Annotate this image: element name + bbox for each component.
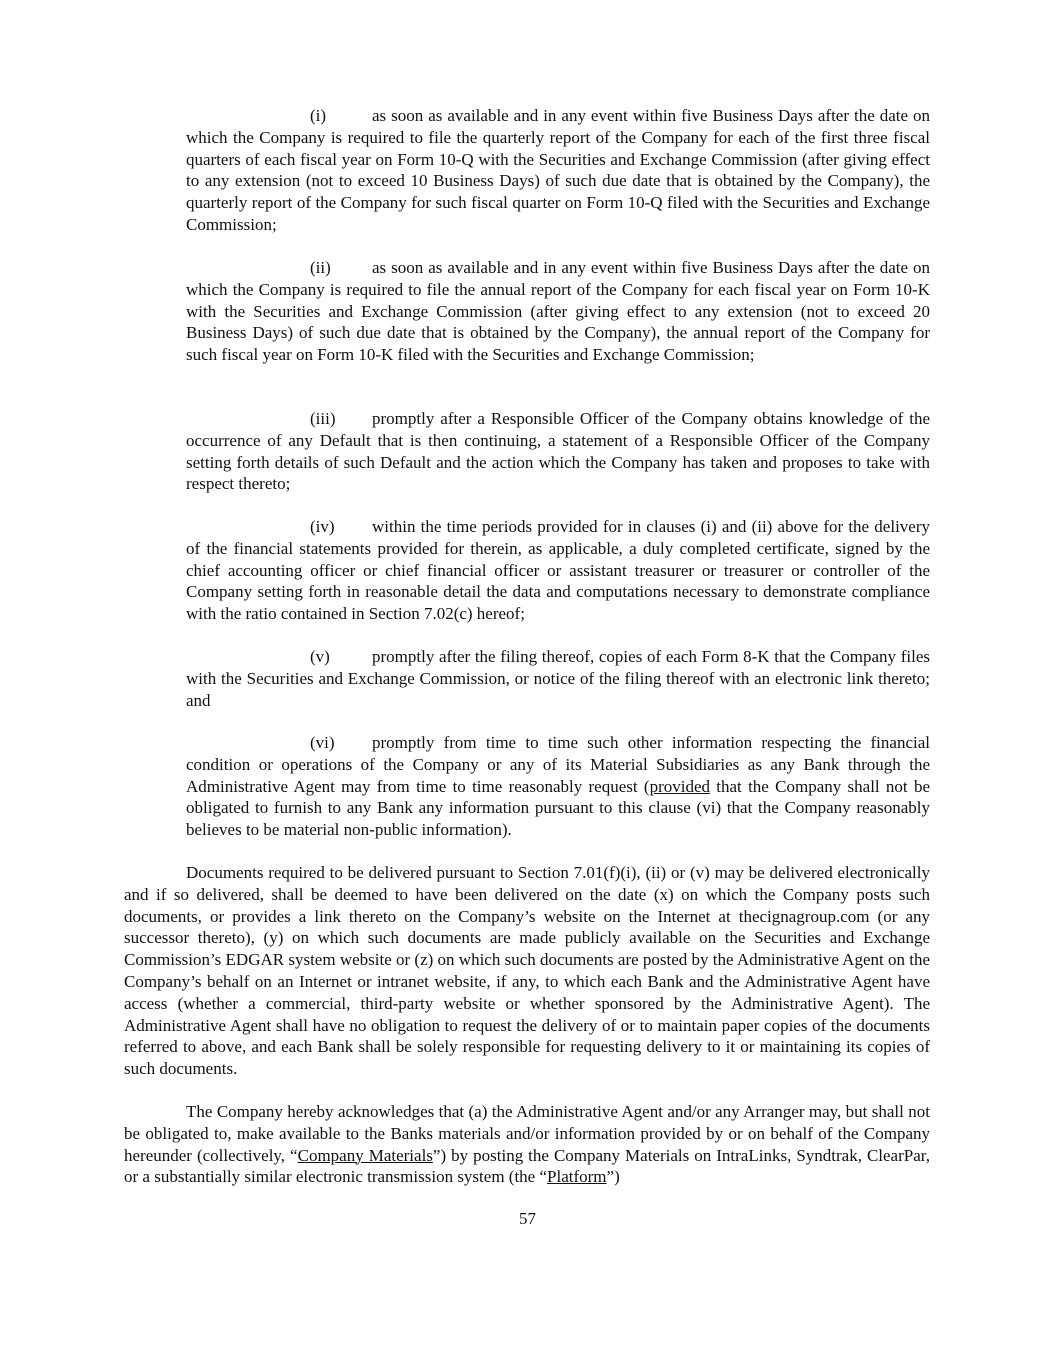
defined-term-company-materials: Company Materials bbox=[297, 1145, 433, 1165]
clause-i bbox=[186, 105, 930, 236]
clause-number: (iv) bbox=[310, 517, 335, 536]
defined-term-provided: provided bbox=[649, 776, 710, 796]
clause-number: (i) bbox=[310, 106, 327, 125]
clause-v bbox=[186, 646, 930, 711]
clause-text: promptly after a Responsible Officer of the Company obtains knowledge of the occurrence of any Default that is then continuing, a statement of a Responsible Officer of the Company setting forth details of such Default and the action which the Company has taken and proposes to take with respect thereto; bbox=[186, 409, 930, 494]
paragraph-company-materials bbox=[124, 1101, 930, 1188]
clause-number: (iii) bbox=[310, 409, 336, 428]
clause-ii bbox=[186, 257, 930, 366]
paragraph-electronic-delivery: Documents required to be delivered pursuant to Section 7.01(f)(i), (ii) or (v) may be delivered electronically and if so delivered, shall be deemed to have been delivered on the date (x) on which the Company posts such documents, or provides a link thereto on the Company’s website on the Internet at thecignagroup.com (or any successor thereto), (y) on which such documents are made publicly available on the Securities and Exchange Commission’s EDGAR system website or (z) on which such documents are posted by the Administrative Agent on the Company’s behalf on an Internet or intranet website, if any, to which each Bank and the Administrative Agent have access (whether a commercial, third-party website or whether sponsored by the Administrative Agent). The Administrative Agent shall have no obligation to request the delivery of or to maintain paper copies of the documents referred to above, and each Bank shall be solely responsible for requesting delivery to it or maintaining its copies of such documents. bbox=[124, 863, 930, 1079]
clause-text: as soon as available and in any event within five Business Days after the date on which the Company is required to file the quarterly report of the Company for each of the first three fiscal quarters of each fiscal year on Form 10-Q with the Securities and Exchange Commission (after giving effect to any extension (not to exceed 10 Business Days) of such due date that is obtained by the Company), the quarterly report of the Company for such fiscal quarter on Form 10-Q filed with the Securities and Exchange Commission; bbox=[186, 106, 930, 234]
clause-text: as soon as available and in any event within five Business Days after the date on which the Company is required to file the annual report of the Company for each fiscal year on Form 10-K with the Securities and Exchange Commission (after giving effect to any extension (not to exceed 20 Business Days) of such due date that is obtained by the Company), the annual report of the Company for such fiscal year on Form 10-K filed with the Securities and Exchange Commission; bbox=[186, 258, 930, 365]
clause-number: (vi) bbox=[310, 733, 335, 752]
clause-text: that the Company shall not be obligated to furnish to any Bank any information pursuant to this clause (vi) that the Company reasonably believes to be material non-public information). bbox=[186, 776, 930, 840]
clause-text: within the time periods provided for in clauses (i) and (ii) above for the delivery of the financial statements provided for therein, as applicable, a duly completed certificate, signed by the chief accounting officer or chief financial officer or assistant treasurer or treasurer or controller of the Company setting forth in reasonable detail the data and computations necessary to demonstrate compliance with the ratio contained in Section 7.02(c) hereof; bbox=[186, 517, 930, 624]
paragraph-text: ”) by posting the Company Materials on IntraLinks, Syndtrak, ClearPar, or a substantially similar electronic transmission system (the “ bbox=[124, 1145, 930, 1187]
clause-text: promptly from time to time such other information respecting the financial condition or operations of the Company or any of its Material Subsidiaries as any Bank through the Administrative Agent may from time to time reasonably request ( bbox=[186, 733, 930, 796]
clause-number: (v) bbox=[310, 647, 330, 666]
clause-vi bbox=[186, 732, 930, 841]
paragraph-text: The Company hereby acknowledges that (a) the Administrative Agent and/or any Arranger may, but shall not be obligated to, make available to the Banks materials and/or information provided by or on behalf of the Company hereunder (collectively, “ bbox=[124, 1102, 930, 1165]
paragraph-text: ”) bbox=[606, 1167, 620, 1187]
clause-number: (ii) bbox=[310, 258, 331, 277]
page-number: 57 bbox=[519, 1209, 536, 1228]
clause-iii bbox=[186, 408, 930, 495]
clause-iv bbox=[186, 516, 930, 625]
clause-text: promptly after the filing thereof, copies of each Form 8-K that the Company files with the Securities and Exchange Commission, or notice of the filing thereof with an electronic link thereto; and bbox=[186, 647, 930, 710]
defined-term-platform: Platform bbox=[547, 1167, 607, 1187]
